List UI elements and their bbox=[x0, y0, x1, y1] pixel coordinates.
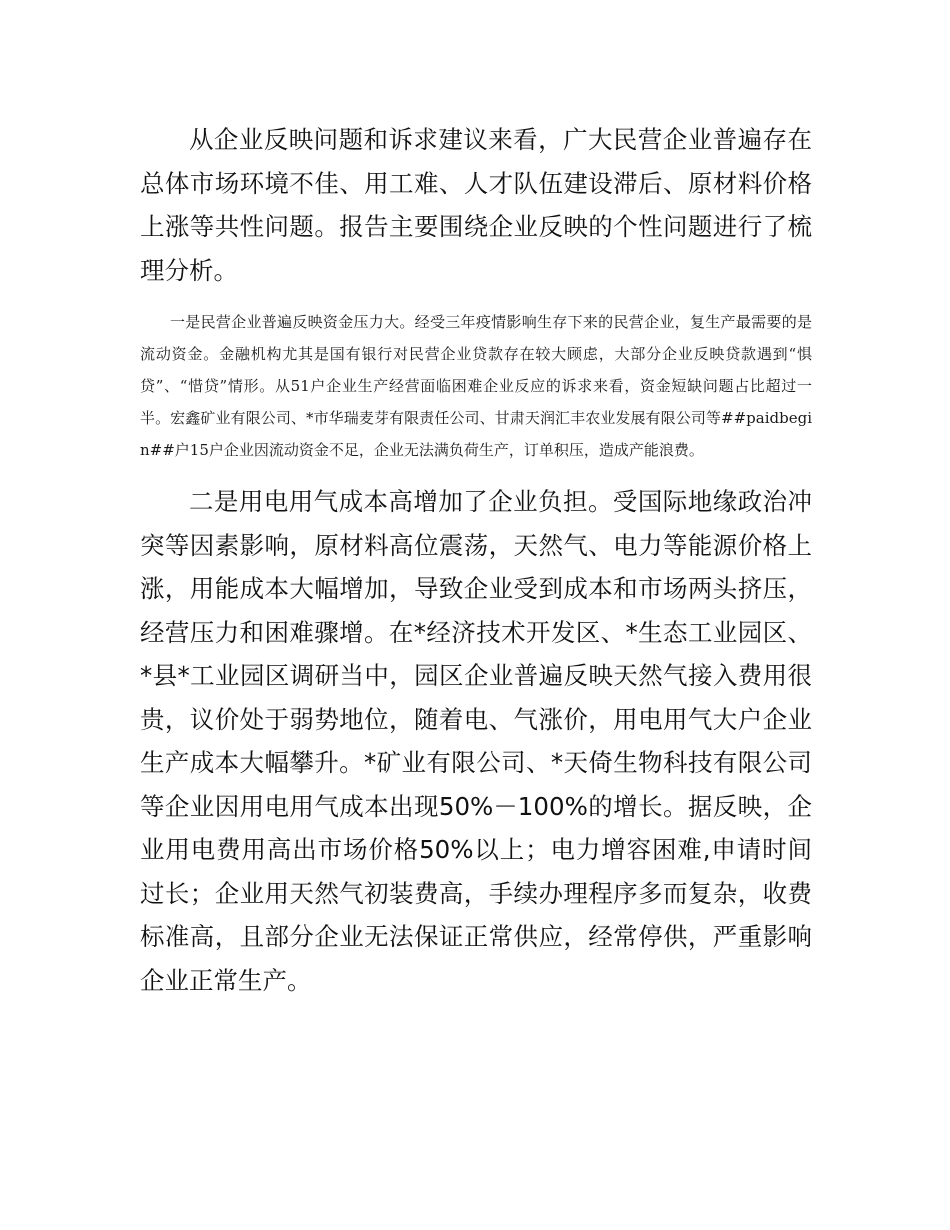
document-body bbox=[140, 118, 812, 1002]
paragraph-energy-costs: 二是用电用气成本高增加了企业负担。受国际地缘政治冲突等因素影响，原材料高位震荡，天然气、电力等能源价格上涨，用能成本大幅增加，导致企业受到成本和市场两头挤压，经营压力和困难骤增。在*经济技术开发区、*生态工业园区、*县*工业园区调研当中，园区企业普遍反映天然气接入费用很贵，议价处于弱势地位，随着电、气涨价，用电用气大户企业生产成本大幅攀升。*矿业有限公司、*天倚生物科技有限公司等企业因用电用气成本出现50%－100%的增长。据反映，企业用电费用高出市场价格50%以上；电力增容困难,申请时间过长；企业用天然气初装费高，手续办理程序多而复杂，收费标准高，且部分企业无法保证正常供应，经常停供，严重影响企业正常生产。 bbox=[140, 487, 812, 995]
paragraph-funding-pressure: 一是民营企业普遍反映资金压力大。经受三年疫情影响生存下来的民营企业，复生产最需要的是流动资金。金融机构尤其是国有银行对民营企业贷款存在较大顾虑，大部分企业反映贷款遇到“惧贷”、“惜贷”情形。从51户企业生产经营面临困难企业反应的诉求来看，资金短缺问题占比超过一半。宏鑫矿业有限公司、*市华瑞麦芽有限责任公司、甘肃天润汇丰农业发展有限公司等##paidbegin##户15户企业因流动资金不足，企业无法满负荷生产，订单积压，造成产能浪费。 bbox=[140, 313, 812, 459]
paragraph-intro: 从企业反映问题和诉求建议来看，广大民营企业普遍存在总体市场环境不佳、用工难、人才队伍建设滞后、原材料价格上涨等共性问题。报告主要围绕企业反映的个性问题进行了梳理分析。 bbox=[140, 125, 812, 285]
